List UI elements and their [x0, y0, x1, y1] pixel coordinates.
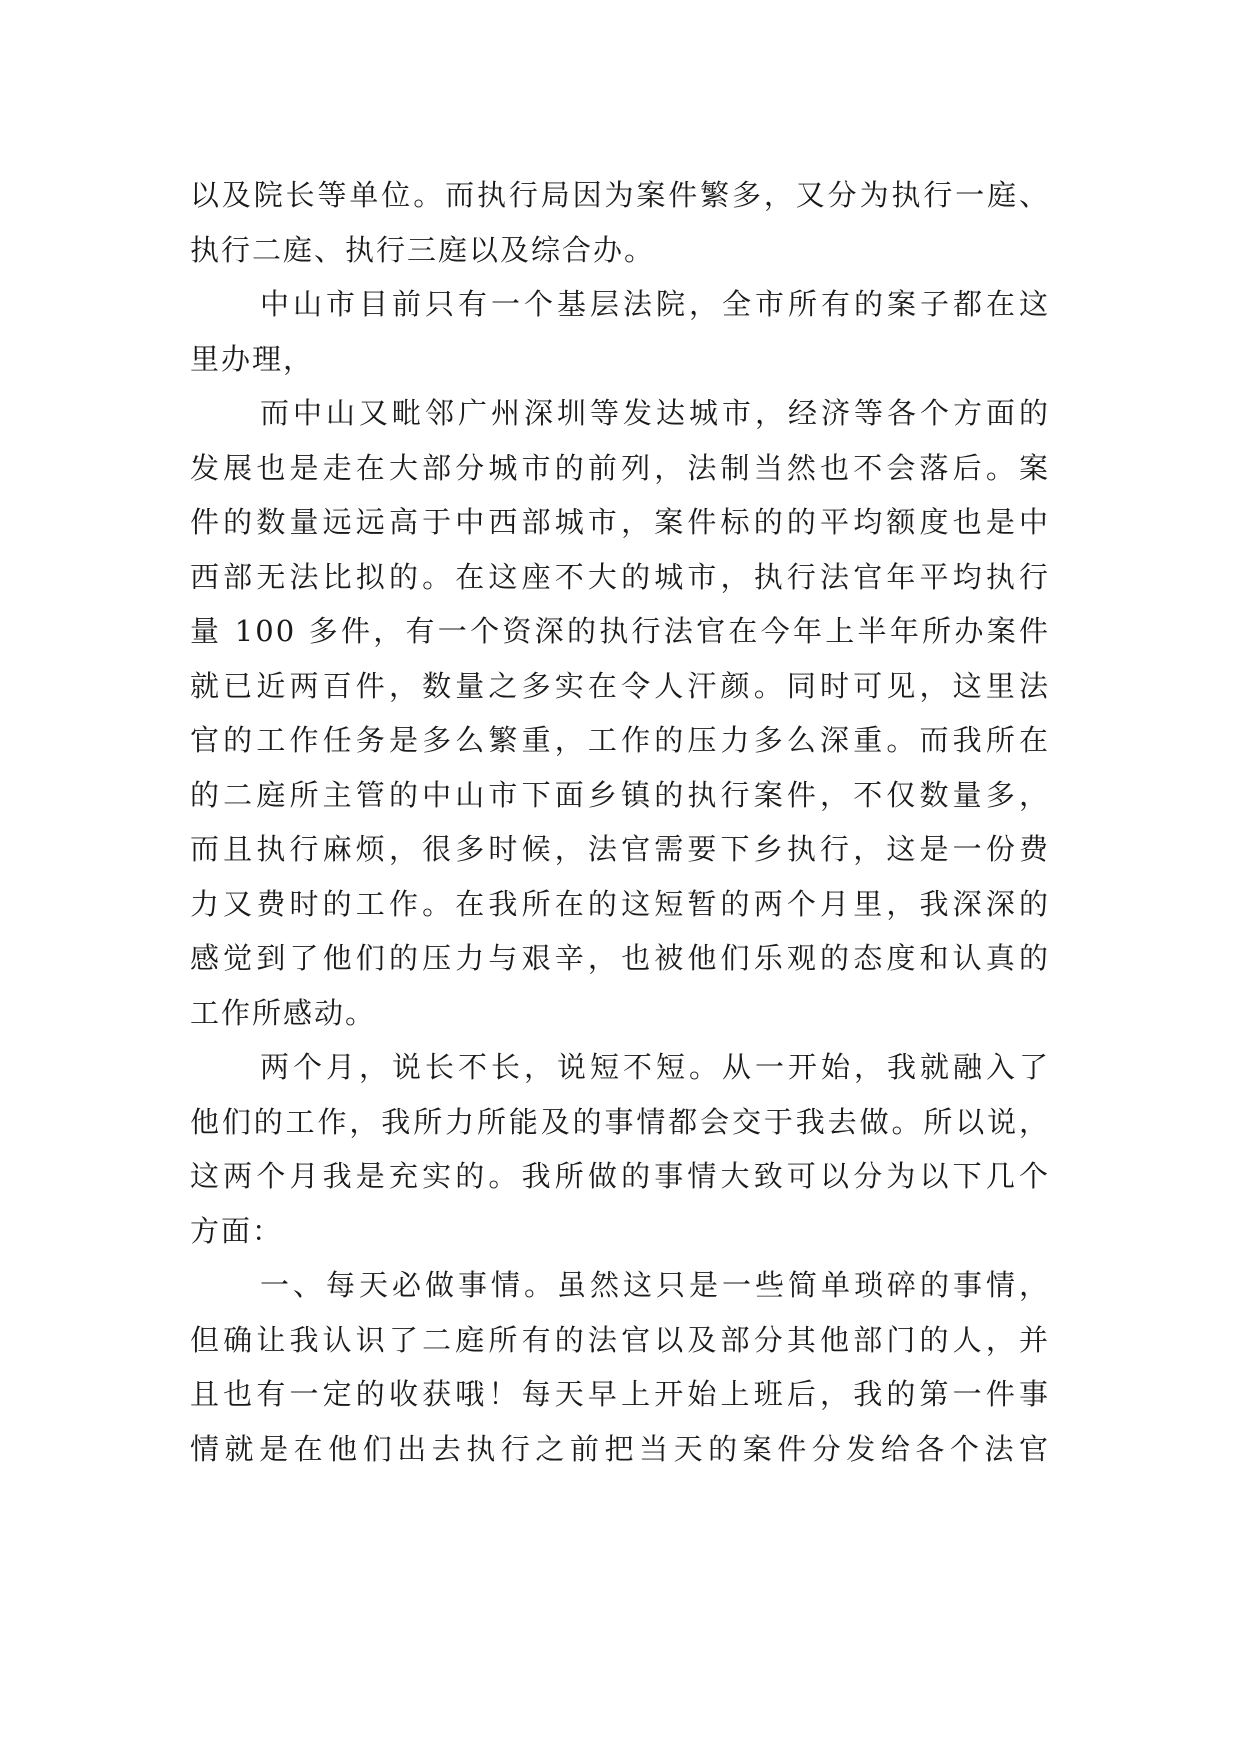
- text-line: 件的数量远远高于中西部城市，案件标的的平均额度也是中: [190, 505, 1050, 539]
- text-line: 官的工作任务是多么繁重，工作的压力多么深重。而我所在: [190, 723, 1050, 757]
- text-line: 执行二庭、执行三庭以及综合办。: [190, 232, 656, 267]
- text-line: 工作所感动。: [190, 995, 377, 1030]
- text-line: 量 100 多件，有一个资深的执行法官在今年上半年所办案件: [190, 614, 1050, 648]
- text-line: 且也有一定的收获哦！每天早上开始上班后，我的第一件事: [190, 1377, 1050, 1411]
- text-line: 而且执行麻烦，很多时候，法官需要下乡执行，这是一份费: [190, 832, 1050, 866]
- text-line: 他们的工作，我所力所能及的事情都会交于我去做。所以说，: [190, 1104, 1050, 1139]
- text-line: 中山市目前只有一个基层法院，全市所有的案子都在这: [260, 287, 1050, 321]
- document-body: [190, 168, 1050, 1476]
- text-line: 而中山又毗邻广州深圳等发达城市，经济等各个方面的: [260, 396, 1050, 430]
- text-line: 的二庭所主管的中山市下面乡镇的执行案件，不仅数量多，: [190, 777, 1050, 812]
- text-line: 一、每天必做事情。虽然这只是一些简单琐碎的事情，: [260, 1268, 1050, 1302]
- text-line: 以及院长等单位。而执行局因为案件繁多，又分为执行一庭、: [190, 178, 1050, 212]
- text-line: 力又费时的工作。在我所在的这短暂的两个月里，我深深的: [190, 886, 1050, 921]
- text-line: 两个月，说长不长，说短不短。从一开始，我就融入了: [260, 1050, 1050, 1084]
- text-line: 发展也是走在大部分城市的前列，法制当然也不会落后。案: [190, 450, 1050, 485]
- text-line: 就已近两百件，数量之多实在令人汗颜。同时可见，这里法: [190, 668, 1050, 703]
- text-line: 感觉到了他们的压力与艰辛，也被他们乐观的态度和认真的: [190, 941, 1050, 975]
- text-line: 情就是在他们出去执行之前把当天的案件分发给各个法官: [190, 1431, 1050, 1466]
- text-line: 西部无法比拟的。在这座不大的城市，执行法官年平均执行: [190, 559, 1050, 594]
- text-line: 这两个月我是充实的。我所做的事情大致可以分为以下几个: [190, 1159, 1050, 1193]
- text-line: 方面：: [190, 1213, 284, 1248]
- text-line: 但确让我认识了二庭所有的法官以及部分其他部门的人，并: [190, 1322, 1050, 1357]
- text-line: 里办理，: [190, 341, 315, 376]
